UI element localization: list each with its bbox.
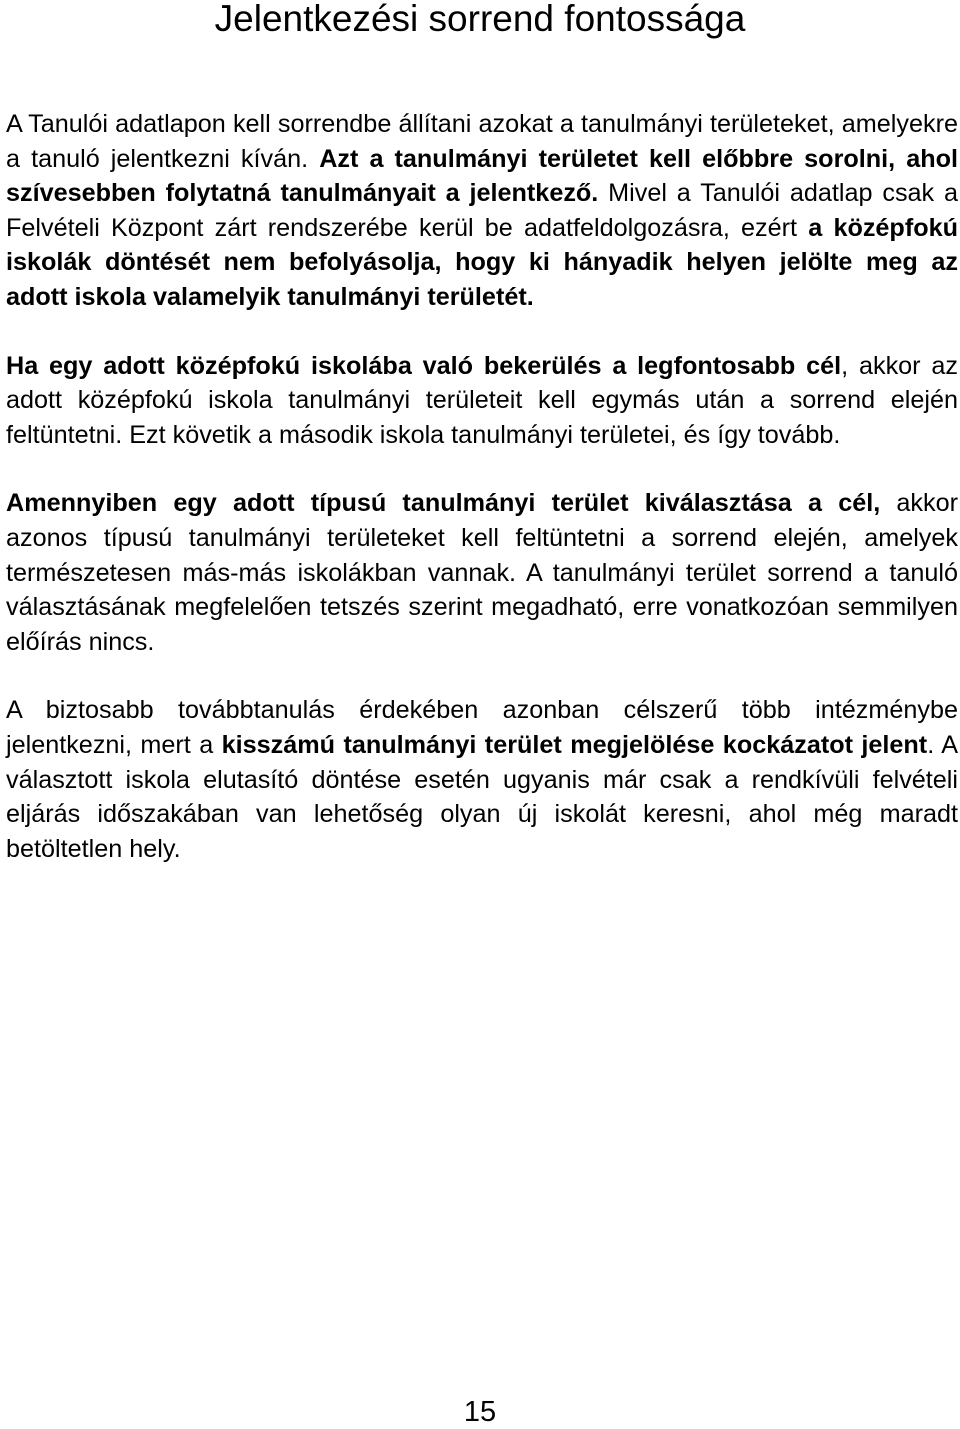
text-segment: akkor azonos típusú tanulmányi területeket kell feltüntetni a sorrend elején, amelyek természetesen más-más iskolákban vannak. A tanulmányi terület sorrend a tanuló választásának megfelelően tetszés szerint megadható, erre vonatkozóan semmilyen előírás nincs. [6,489,959,656]
paragraph-field-type-priority [6,486,958,659]
page-title: Jelentkezési sorrend fontossága [214,0,746,39]
paragraph-multiple-applications [6,693,958,866]
text-segment: . A választott iskola elutasító döntése esetén ugyanis már csak a rendkívüli felvételi eljárás időszakában van lehetőség olyan új iskolát keresni, ahol még maradt betöltetlen hely. [6,730,959,863]
text-segment-bold: Amennyiben egy adott típusú tanulmányi terület kiválasztása a cél, [6,489,881,518]
text-segment: , akkor az adott középfokú iskola tanulmányi területeit kell egymás után a sorrend elején feltüntetni. Ezt követik a második iskola tanulmányi területei, és így tovább. [6,351,958,449]
body-text [6,107,958,900]
text-segment: Mivel a Tanulói adatlap csak a Felvételi Központ zárt rendszerébe kerül be adatfeldolgozásra, ezért [6,179,958,242]
paragraph-school-priority [6,349,958,453]
text-segment-bold: Azt a tanulmányi területet kell előbbre sorolni, ahol szívesebben folytatná tanulmányait a jelentkező. [6,144,958,208]
text-segment-bold: Ha egy adott középfokú iskolába való bekerülés a legfontosabb cél [6,351,842,380]
page-number: 15 [463,1396,497,1428]
text-segment: A Tanulói adatlapon kell sorrendbe állítani azokat a tanulmányi területeket, amelyekre a tanuló jelentkezni kíván. [6,110,958,173]
text-segment: A biztosabb továbbtanulás érdekében azonban célszerű több intézménybe jelentkezni, mert a [6,696,958,759]
text-segment-bold: kisszámú tanulmányi terület megjelölése kockázatot jelent [221,730,928,759]
paragraph-registration-order [6,107,958,315]
text-segment-bold: a középfokú iskolák döntését nem befolyásolja, hogy ki hányadik helyen jelölte meg az adott iskola valamelyik tanulmányi területét. [6,213,958,311]
